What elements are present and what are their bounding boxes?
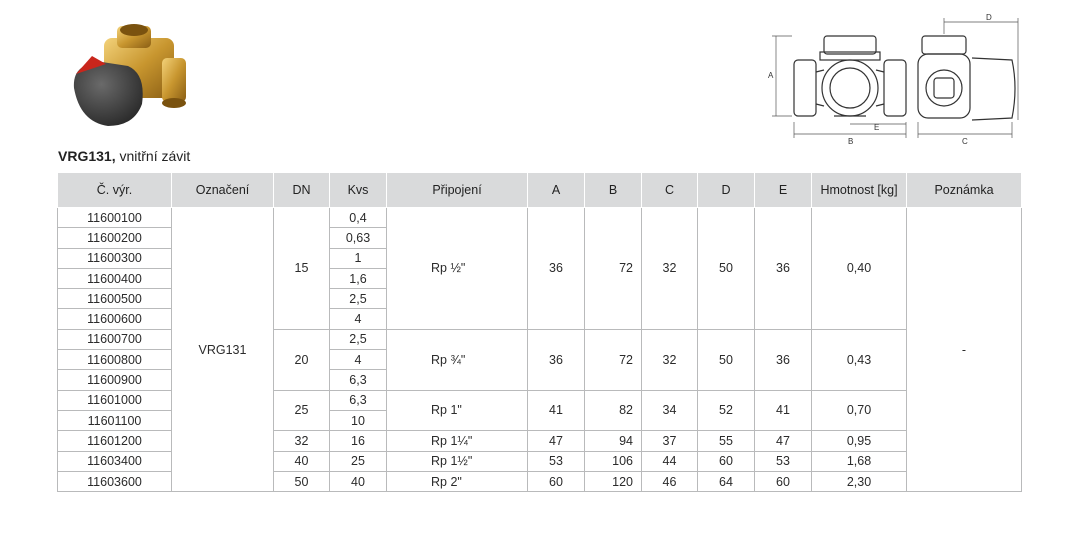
dimension-label-d: D bbox=[986, 13, 992, 22]
dn-cell: 20 bbox=[274, 329, 330, 390]
product-title-desc: vnitřní závit bbox=[115, 148, 191, 164]
dimension-label-a: A bbox=[768, 71, 774, 80]
weight-cell: 1,68 bbox=[812, 451, 907, 471]
kvs-cell: 0,4 bbox=[330, 208, 387, 228]
header-cell: Připojení bbox=[387, 173, 528, 208]
dim-c-cell: 46 bbox=[642, 471, 698, 491]
header-cell: B bbox=[585, 173, 642, 208]
kvs-cell: 25 bbox=[330, 451, 387, 471]
dim-a-cell: 47 bbox=[528, 431, 585, 451]
code-cell: 11600400 bbox=[58, 268, 172, 288]
product-photo bbox=[62, 8, 192, 148]
product-title-model: VRG131, bbox=[58, 148, 116, 164]
code-cell: 11601000 bbox=[58, 390, 172, 410]
dim-d-cell: 64 bbox=[698, 471, 755, 491]
kvs-cell: 4 bbox=[330, 309, 387, 329]
code-cell: 11600600 bbox=[58, 309, 172, 329]
dim-e-cell: 36 bbox=[755, 329, 812, 390]
weight-cell: 2,30 bbox=[812, 471, 907, 491]
dim-e-cell: 36 bbox=[755, 208, 812, 330]
kvs-cell: 10 bbox=[330, 410, 387, 430]
dim-a-cell: 36 bbox=[528, 329, 585, 390]
header-cell: D bbox=[698, 173, 755, 208]
code-cell: 11600200 bbox=[58, 228, 172, 248]
dim-a-cell: 36 bbox=[528, 208, 585, 330]
code-cell: 11600100 bbox=[58, 208, 172, 228]
dim-c-cell: 32 bbox=[642, 329, 698, 390]
kvs-cell: 16 bbox=[330, 431, 387, 451]
kvs-cell: 0,63 bbox=[330, 228, 387, 248]
dn-cell: 32 bbox=[274, 431, 330, 451]
code-cell: 11600500 bbox=[58, 289, 172, 309]
dimension-label-c: C bbox=[962, 137, 968, 146]
dn-cell: 25 bbox=[274, 390, 330, 431]
dim-d-cell: 55 bbox=[698, 431, 755, 451]
header-cell: Poznámka bbox=[907, 173, 1022, 208]
kvs-cell: 40 bbox=[330, 471, 387, 491]
connection-cell: Rp 2" bbox=[387, 471, 528, 491]
weight-cell: 0,95 bbox=[812, 431, 907, 451]
header-cell: A bbox=[528, 173, 585, 208]
header-cell: Hmotnost [kg] bbox=[812, 173, 907, 208]
code-cell: 11603600 bbox=[58, 471, 172, 491]
header-cell: Kvs bbox=[330, 173, 387, 208]
dimension-label-e: E bbox=[874, 123, 880, 132]
technical-drawing bbox=[762, 10, 1032, 155]
connection-cell: Rp 1¼" bbox=[387, 431, 528, 451]
connection-cell: Rp 1" bbox=[387, 390, 528, 431]
dimension-label-b: B bbox=[848, 137, 854, 146]
code-cell: 11603400 bbox=[58, 451, 172, 471]
connection-cell: Rp ½" bbox=[387, 208, 528, 330]
weight-cell: 0,43 bbox=[812, 329, 907, 390]
kvs-cell: 1,6 bbox=[330, 268, 387, 288]
spec-table-container bbox=[57, 172, 1021, 492]
dim-b-cell: 106 bbox=[585, 451, 642, 471]
dim-d-cell: 60 bbox=[698, 451, 755, 471]
weight-cell: 0,70 bbox=[812, 390, 907, 431]
header-cell: C bbox=[642, 173, 698, 208]
spec-table bbox=[57, 172, 1022, 492]
table-header-row bbox=[58, 173, 1022, 208]
header-cell: Označení bbox=[172, 173, 274, 208]
dim-c-cell: 34 bbox=[642, 390, 698, 431]
kvs-cell: 1 bbox=[330, 248, 387, 268]
dim-e-cell: 41 bbox=[755, 390, 812, 431]
header-cell: E bbox=[755, 173, 812, 208]
code-cell: 11600800 bbox=[58, 350, 172, 370]
code-cell: 11600900 bbox=[58, 370, 172, 390]
dn-cell: 50 bbox=[274, 471, 330, 491]
table-row bbox=[58, 208, 1022, 228]
dim-b-cell: 82 bbox=[585, 390, 642, 431]
kvs-cell: 6,3 bbox=[330, 370, 387, 390]
dim-b-cell: 72 bbox=[585, 208, 642, 330]
dim-b-cell: 120 bbox=[585, 471, 642, 491]
kvs-cell: 4 bbox=[330, 350, 387, 370]
weight-cell: 0,40 bbox=[812, 208, 907, 330]
dn-cell: 15 bbox=[274, 208, 330, 330]
code-cell: 11601200 bbox=[58, 431, 172, 451]
dim-b-cell: 72 bbox=[585, 329, 642, 390]
dn-cell: 40 bbox=[274, 451, 330, 471]
dim-e-cell: 47 bbox=[755, 431, 812, 451]
kvs-cell: 6,3 bbox=[330, 390, 387, 410]
dim-d-cell: 50 bbox=[698, 329, 755, 390]
code-cell: 11601100 bbox=[58, 410, 172, 430]
dim-c-cell: 37 bbox=[642, 431, 698, 451]
dim-a-cell: 53 bbox=[528, 451, 585, 471]
dim-c-cell: 44 bbox=[642, 451, 698, 471]
code-cell: 11600700 bbox=[58, 329, 172, 349]
dim-a-cell: 41 bbox=[528, 390, 585, 431]
dim-b-cell: 94 bbox=[585, 431, 642, 451]
kvs-cell: 2,5 bbox=[330, 329, 387, 349]
header-cell: Č. výr. bbox=[58, 173, 172, 208]
note-cell: - bbox=[907, 208, 1022, 492]
dim-c-cell: 32 bbox=[642, 208, 698, 330]
connection-cell: Rp ¾" bbox=[387, 329, 528, 390]
dim-e-cell: 60 bbox=[755, 471, 812, 491]
kvs-cell: 2,5 bbox=[330, 289, 387, 309]
dim-d-cell: 52 bbox=[698, 390, 755, 431]
header-cell: DN bbox=[274, 173, 330, 208]
connection-cell: Rp 1½" bbox=[387, 451, 528, 471]
product-title bbox=[58, 148, 190, 164]
dim-a-cell: 60 bbox=[528, 471, 585, 491]
code-cell: 11600300 bbox=[58, 248, 172, 268]
designation-cell: VRG131 bbox=[172, 208, 274, 492]
dim-e-cell: 53 bbox=[755, 451, 812, 471]
dim-d-cell: 50 bbox=[698, 208, 755, 330]
